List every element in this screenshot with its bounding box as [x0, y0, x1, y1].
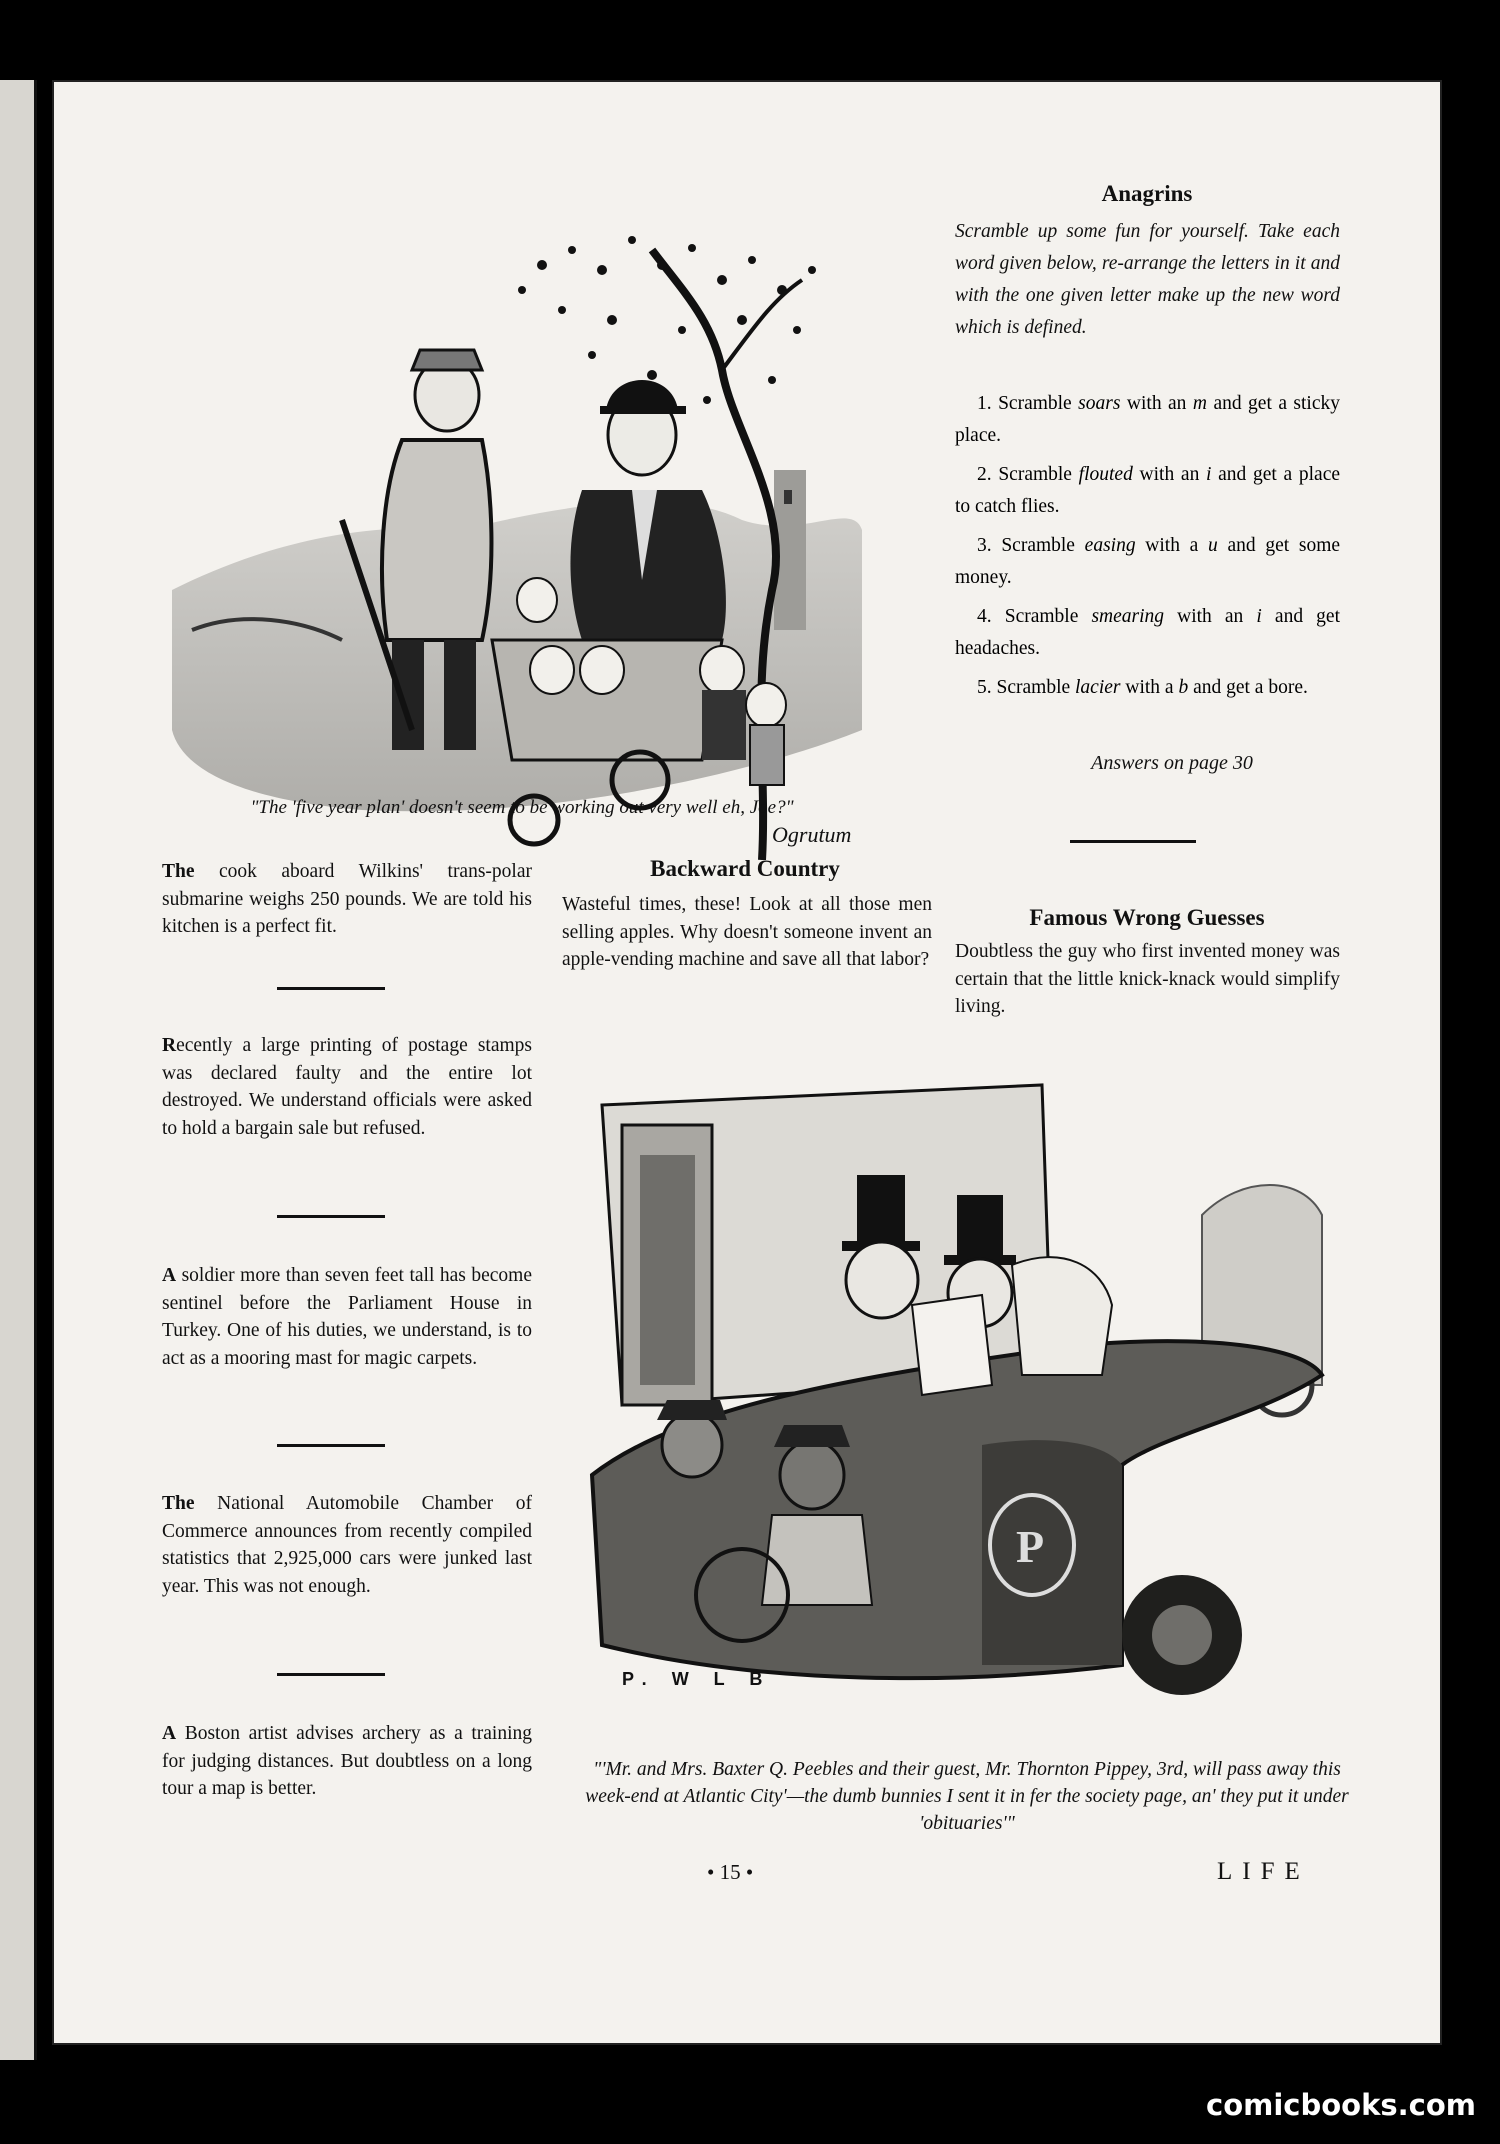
anagrins-divider: [1070, 840, 1196, 843]
left-item-stamps: Recently a large printing of postage stamps was declared faulty and the entire lot destroyed. We understand officials were asked to hold a bargain sale but refused.: [162, 1035, 532, 1139]
magazine-page: [52, 80, 1442, 2045]
left-divider-2: [277, 1215, 385, 1218]
page-spine: [0, 80, 37, 2060]
anagrins-item: 5. Scramble lacier with a b and get a bore.: [977, 677, 1308, 698]
left-divider-3: [277, 1444, 385, 1447]
cartoon-five-year-plan-drawing: [162, 170, 882, 860]
left-item-automobile: The National Automobile Chamber of Commerce announces from recently compiled statistics that 2,925,000 cars were junked last year. This was not enough.: [162, 1493, 532, 1597]
cartoon2-signature: P. W L B: [622, 1669, 773, 1689]
anagrins-item: 4. Scramble smearing with an i and get headaches.: [955, 606, 1340, 659]
cartoon1-caption: "The 'five year plan' doesn't seem to be working out very well eh, Joe?": [250, 797, 794, 818]
left-item-soldier: A soldier more than seven feet tall has become sentinel before the Parliament House in Turkey. One of his duties, we understand, is to act as a mooring mast for magic carpets.: [162, 1265, 532, 1369]
famous-text: Doubtless the guy who first invented money was certain that the little knick-knack would simplify living.: [955, 941, 1340, 1017]
left-divider-1: [277, 987, 385, 990]
anagrins-title: Anagrins: [1101, 181, 1193, 206]
anagrins-list: [955, 388, 1340, 711]
anagrins-item: 3. Scramble easing with a u and get some money.: [955, 535, 1341, 588]
backward-title: Backward Country: [650, 856, 840, 881]
anagrins-item: 1. Scramble soars with an m and get a sticky place.: [955, 393, 1341, 446]
left-item-archery: A Boston artist advises archery as a training for judging distances. But doubtless on a long tour a map is better.: [162, 1723, 532, 1799]
anagrins-item: 2. Scramble flouted with an i and get a place to catch flies.: [955, 464, 1341, 517]
cartoon-society-page: [562, 1045, 1352, 1705]
magazine-brand: LIFE: [1217, 1858, 1310, 1885]
backward-text: Wasteful times, these! Look at all those men selling apples. Why doesn't someone invent an apple-vending machine and save all that labor?: [562, 894, 932, 970]
car-monogram: P: [1016, 1521, 1045, 1572]
page-number: • 15 •: [707, 1860, 754, 1884]
cartoon-society-page-drawing: [562, 1045, 1352, 1705]
famous-title: Famous Wrong Guesses: [1029, 905, 1265, 930]
anagrins-answers: Answers on page 30: [1091, 752, 1253, 774]
anagrins-intro: Scramble up some fun for yourself. Take each word given below, re-arrange the letters in it and with the one given letter make up the new word which is defined.: [955, 221, 1340, 338]
left-divider-4: [277, 1673, 385, 1676]
watermark: comicbooks.com: [1206, 2088, 1476, 2122]
left-item-cook: The cook aboard Wilkins' trans-polar submarine weighs 250 pounds. We are told his kitchen is a perfect fit.: [162, 861, 532, 937]
cartoon-five-year-plan: [162, 170, 882, 860]
cartoon2-caption: "'Mr. and Mrs. Baxter Q. Peebles and their guest, Mr. Thornton Pippey, 3rd, will pass away this week-end at Atlantic City'—the dumb bunnies I sent it in fer the society page, an' they put it under 'obituaries'": [585, 1759, 1349, 1834]
cartoon1-signature: Ogrutum: [772, 822, 852, 847]
